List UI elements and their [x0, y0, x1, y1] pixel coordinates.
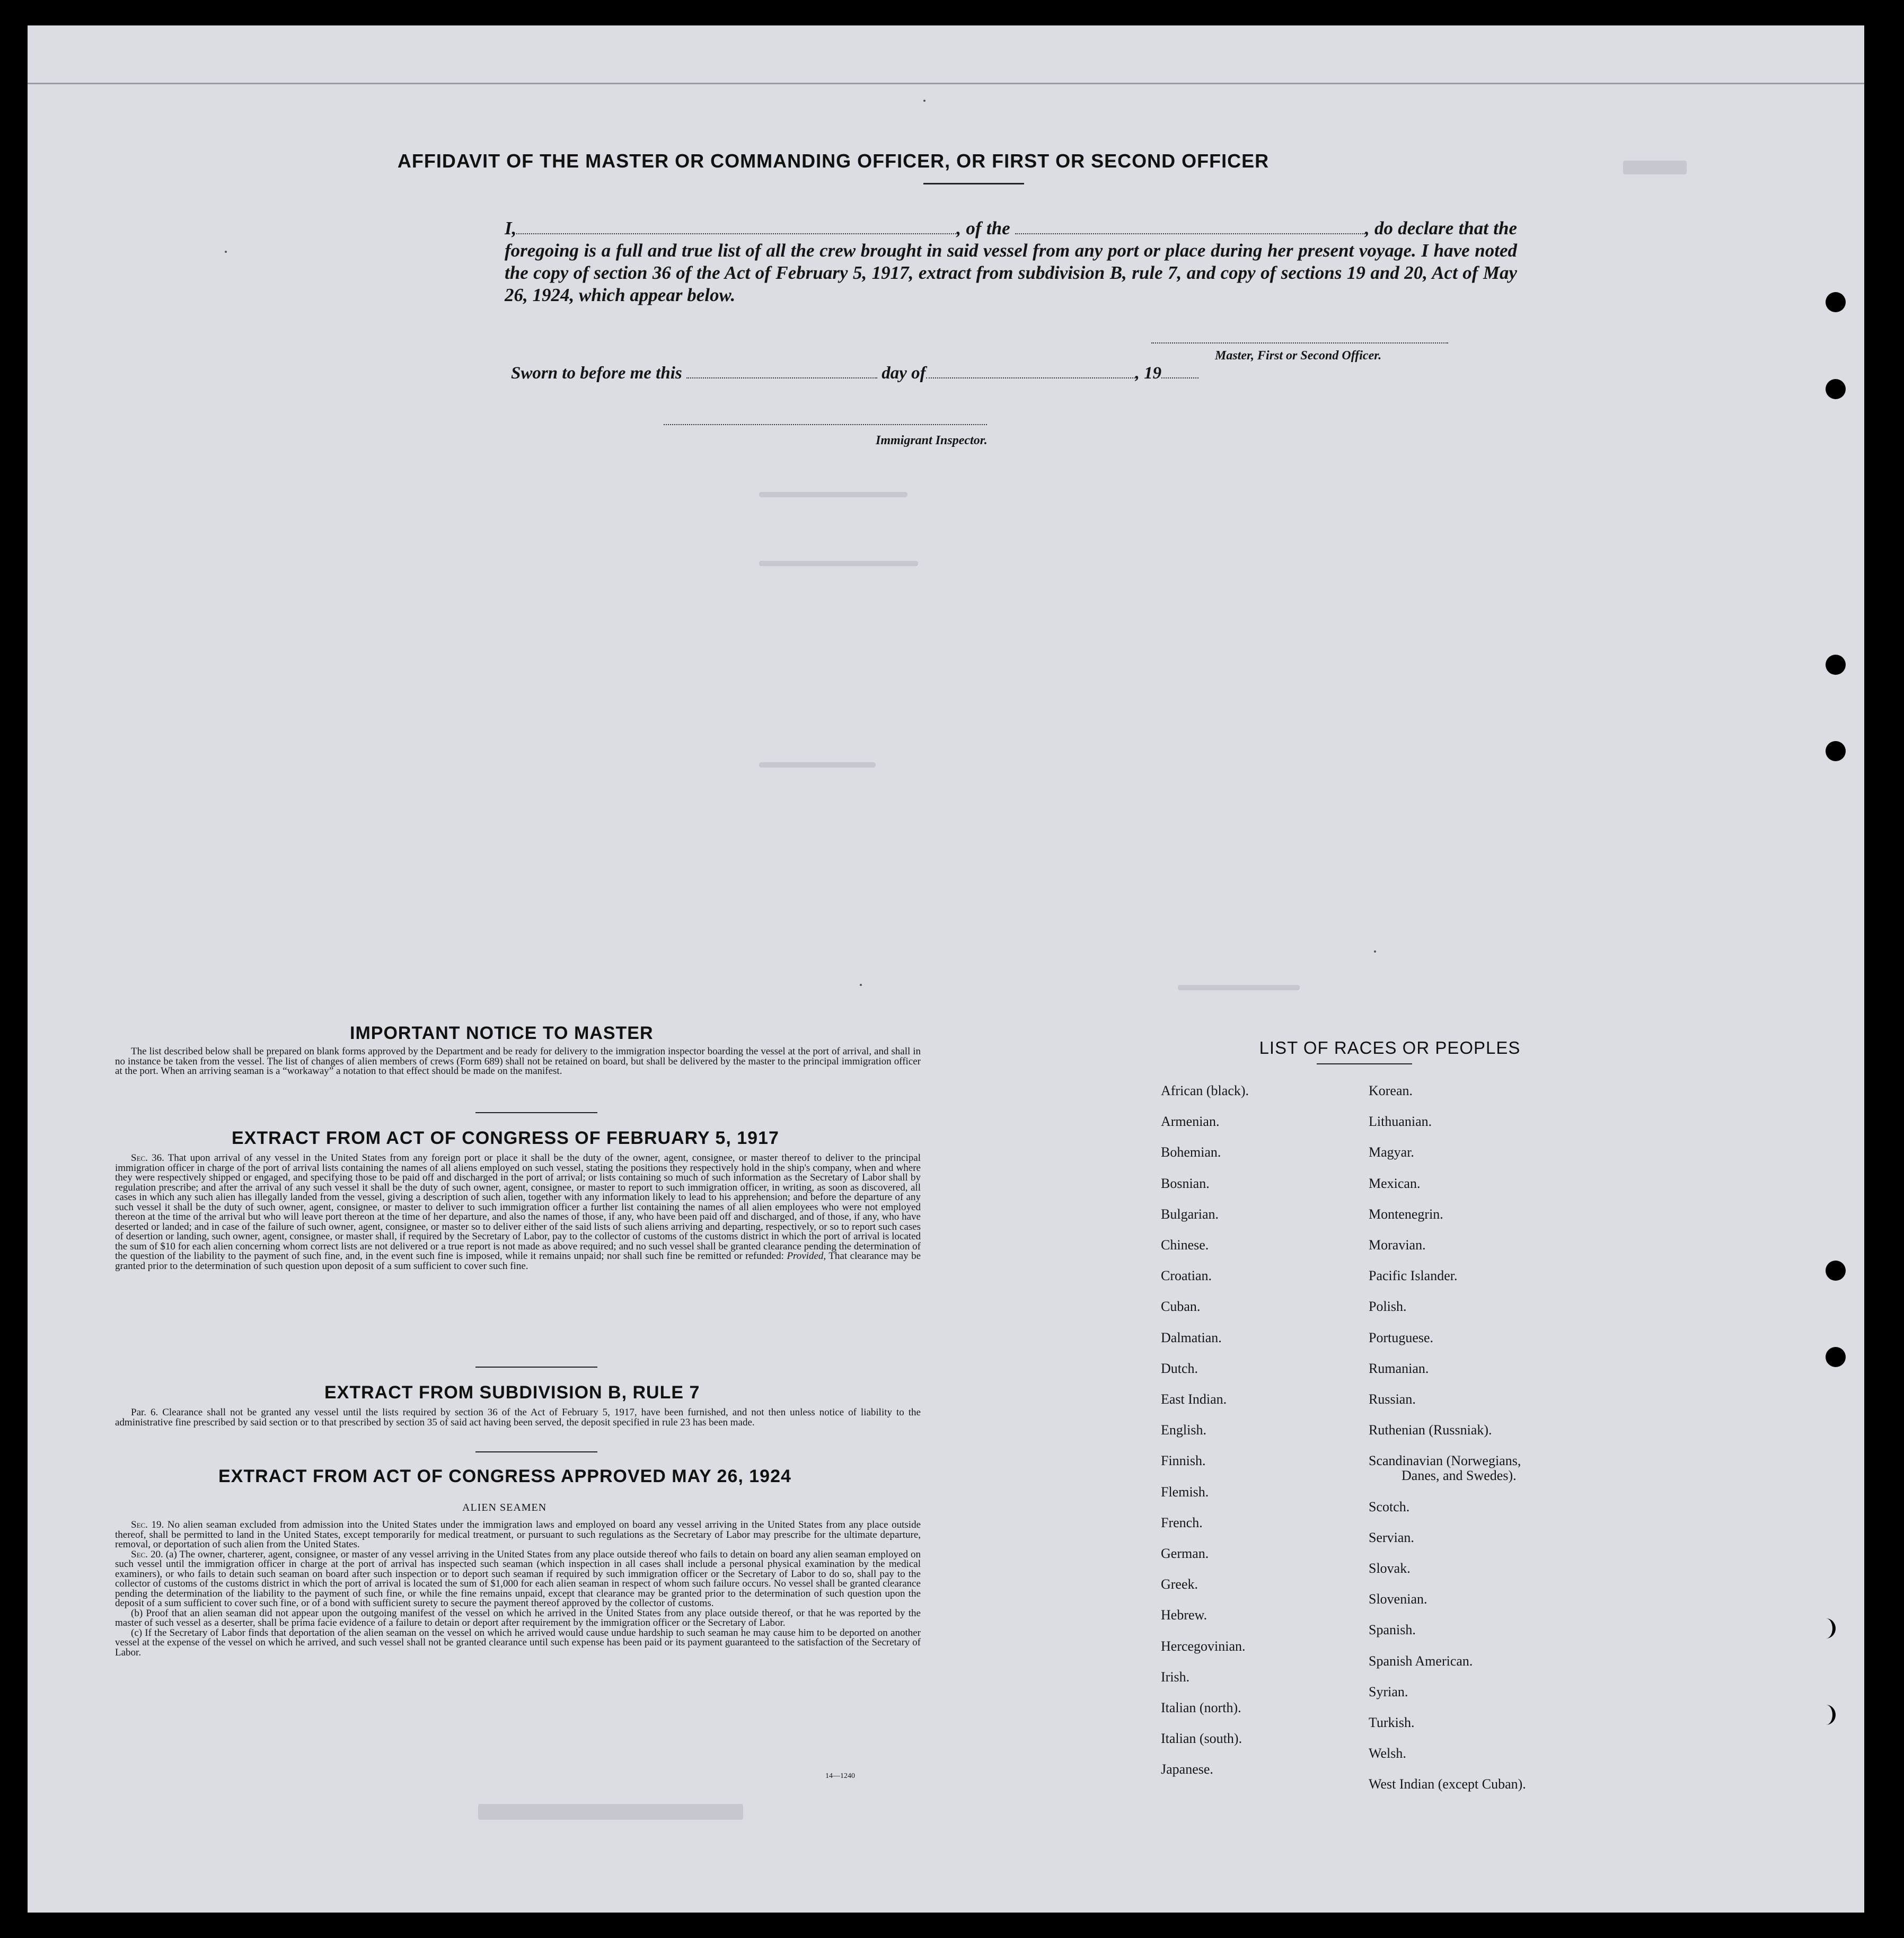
- section-divider: [475, 1367, 597, 1368]
- year-prefix: , 19: [1135, 364, 1162, 383]
- extract-rule7-text: [115, 1408, 921, 1428]
- race-item: West Indian (except Cuban).: [1369, 1776, 1526, 1792]
- race-item: Bohemian.: [1161, 1144, 1221, 1160]
- race-item: Mexican.: [1369, 1176, 1421, 1191]
- race-item: East Indian.: [1161, 1391, 1227, 1407]
- race-item: Slovak.: [1369, 1561, 1411, 1576]
- notice-paragraph: The list described below shall be prepared on blank forms approved by the Department and be ready for delivery to the immigration inspector boarding the vessel at the port of arrival, and shall in no instance be taken from the vessel. The list of changes of alien members of crews (Form 689) shall not be retained on board, but shall be delivered by the master to the principal immigration officer at the port. When an arriving seaman is a “workaway” a notation to that effect should be made on the manifest.: [115, 1046, 921, 1077]
- bleed-through-mark: [1178, 985, 1300, 990]
- sec20c-paragraph: (c) If the Secretary of Labor finds that deportation of the alien seaman on the vessel on which he arrived would cause undue hardship to such seaman he may cause him to be deported on another vessel at the expense of the vessel on which he arrived, and such vessel shall not be granted clearance until such expense has been paid or its payment guaranteed to the satisfaction of the Secretary of Labor.: [115, 1627, 921, 1658]
- bleed-through-mark: [759, 762, 876, 768]
- punch-hole: [1826, 292, 1846, 312]
- race-item: Bosnian.: [1161, 1176, 1210, 1191]
- punch-hole: [1826, 379, 1846, 399]
- race-item: Danes, and Swedes).: [1401, 1468, 1517, 1483]
- extract-1924-title: EXTRACT FROM ACT OF CONGRESS APPROVED MAY 26, 1924: [218, 1466, 791, 1486]
- page-top-edge: [28, 83, 1864, 84]
- notice-title: IMPORTANT NOTICE TO MASTER: [350, 1023, 654, 1043]
- punch-hole: [1826, 1261, 1846, 1281]
- affidavit-title-rule: [923, 183, 1024, 184]
- race-item: Italian (north).: [1161, 1700, 1241, 1715]
- extract-1917-text: [115, 1153, 921, 1271]
- race-item: German.: [1161, 1546, 1209, 1561]
- sec20-label: Sec. 20.: [131, 1548, 163, 1560]
- affidavit-i: I,: [505, 218, 517, 239]
- race-item: Japanese.: [1161, 1761, 1213, 1777]
- sec19-label: Sec. 19.: [131, 1519, 164, 1530]
- extract-1917-title: EXTRACT FROM ACT OF CONGRESS OF FEBRUARY 5, 1917: [232, 1128, 779, 1148]
- race-item: Irish.: [1161, 1669, 1190, 1685]
- race-item: Chinese.: [1161, 1237, 1209, 1253]
- race-item: English.: [1161, 1422, 1206, 1438]
- affidavit-declaration: [505, 217, 1517, 306]
- sworn-year-blank[interactable]: [1161, 364, 1198, 378]
- race-item: Greek.: [1161, 1576, 1198, 1592]
- inspector-label: Immigrant Inspector.: [876, 434, 988, 447]
- race-item: Croatian.: [1161, 1268, 1212, 1283]
- race-item: French.: [1161, 1515, 1203, 1530]
- torn-punch-hole: [1817, 1618, 1836, 1639]
- speck: [225, 251, 227, 253]
- notice-text: [115, 1047, 921, 1077]
- race-item: Montenegrin.: [1369, 1206, 1443, 1222]
- speck: [1374, 950, 1376, 953]
- race-item: Moravian.: [1369, 1237, 1426, 1253]
- race-item: Flemish.: [1161, 1484, 1209, 1500]
- race-item: Magyar.: [1369, 1144, 1414, 1160]
- race-item: Hebrew.: [1161, 1607, 1207, 1623]
- form-number: 14—1240: [825, 1772, 855, 1780]
- race-item: Hercegovinian.: [1161, 1639, 1246, 1654]
- section-divider: [475, 1451, 597, 1452]
- race-item: Finnish.: [1161, 1453, 1206, 1468]
- race-item: Rumanian.: [1369, 1361, 1429, 1376]
- speck: [860, 984, 862, 986]
- sec19-text: No alien seaman excluded from admission into the United States under the immigration laws and employed on board any vessel arriving in the United States from any place outside thereof, shall be permitted to land in the United States, except temporarily for medical treatment, or pursuant to such regulations as the Secretary of Labor may prescribe for the ultimate departure, removal, or deportation of such alien from the United States.: [115, 1519, 921, 1550]
- race-item: Scotch.: [1369, 1499, 1410, 1514]
- race-item: Korean.: [1369, 1083, 1413, 1098]
- affidavit-title: AFFIDAVIT OF THE MASTER OR COMMANDING OFFICER, OR FIRST OR SECOND OFFICER: [397, 150, 1270, 172]
- sec20a-paragraph: [115, 1550, 921, 1609]
- sec36-paragraph: [115, 1153, 921, 1271]
- affidavit-of-the: , of the: [956, 218, 1010, 239]
- race-item: Spanish.: [1369, 1622, 1416, 1637]
- race-item: Armenian.: [1161, 1114, 1220, 1129]
- extract-rule7-title: EXTRACT FROM SUBDIVISION B, RULE 7: [324, 1382, 700, 1403]
- document-page: [28, 25, 1864, 1913]
- race-item: Bulgarian.: [1161, 1206, 1219, 1222]
- extract-1924-text: [115, 1520, 921, 1658]
- torn-punch-hole: [1817, 1705, 1836, 1725]
- day-of-label: day of: [882, 364, 926, 383]
- bleed-through-mark: [478, 1804, 743, 1820]
- master-signature-label: Master, First or Second Officer.: [1215, 349, 1382, 363]
- sworn-line: [511, 364, 1198, 383]
- races-title: LIST OF RACES OR PEOPLES: [1259, 1038, 1521, 1058]
- bleed-through-mark: [759, 492, 907, 497]
- race-item: African (black).: [1161, 1083, 1249, 1098]
- master-signature-line[interactable]: [1151, 342, 1448, 343]
- alien-seamen-subtitle: ALIEN SEAMEN: [462, 1502, 547, 1513]
- races-title-rule: [1317, 1063, 1412, 1064]
- race-item: Cuban.: [1161, 1299, 1201, 1314]
- sec19-paragraph: [115, 1520, 921, 1550]
- rule7-paragraph: Par. 6. Clearance shall not be granted any vessel until the lists required by section 36 of the Act of February 5, 1917, have been furnished, and not then unless notice of liability to the administrative fine prescribed by said section or to that prescribed by section 35 of said act having been served, the deposit specified in rule 23 has been made.: [115, 1407, 921, 1428]
- race-item: Slovenian.: [1369, 1591, 1427, 1607]
- provided-word: Provided,: [787, 1250, 826, 1262]
- race-item: Syrian.: [1369, 1684, 1408, 1699]
- affidavit-do-declare: , do declare: [1364, 218, 1454, 239]
- race-item: Dalmatian.: [1161, 1330, 1222, 1345]
- race-item: Turkish.: [1369, 1715, 1415, 1730]
- sec20a-text: (a) The owner, charterer, agent, consignee, or master of any vessel arriving in the United States from any place outside thereof who fails to detain on board any alien seaman employed on such vessel until the immigration officer in charge at the port of arrival has inspected such seaman (which inspection in all cases shall include a personal physical examination by the medical examiners), or who fails to detain such seaman on board after such inspection or to deport such seaman if required by such immigration officer or the Secretary of Labor to do so, shall pay to the collector of customs of the customs district in which the port of arrival is located the sum of $1,000 for each alien seaman in respect of whom such failure occurs. No vessel shall be granted clearance pending the determination of the liability to the payment of such fine, or while the fine remains unpaid, except that clearance may be granted prior to the determination of such question upon the deposit of a sum sufficient to cover such fine, or of a bond with sufficient surety to secure the payment thereof approved by the collector of customs.: [115, 1548, 921, 1609]
- race-item: Dutch.: [1161, 1361, 1198, 1376]
- inspector-signature-line[interactable]: [664, 424, 987, 425]
- race-item: Spanish American.: [1369, 1653, 1473, 1669]
- sworn-month-blank[interactable]: [926, 364, 1135, 378]
- race-item: Welsh.: [1369, 1746, 1406, 1761]
- race-item: Servian.: [1369, 1530, 1414, 1545]
- speck: [923, 100, 925, 102]
- sworn-day-blank[interactable]: [686, 364, 877, 378]
- race-item: Scandinavian (Norwegians,: [1369, 1453, 1521, 1468]
- sec20b-paragraph: (b) Proof that an alien seaman did not appear upon the outgoing manifest of the vessel on which he arrived in the United States from any place outside thereof, or that he was reported by the master of such vessel as a deserter, shall be prima facie evidence of a failure to detain or deport after requirement by the immigration officer or the Secretary of Labor.: [115, 1607, 921, 1628]
- vessel-blank[interactable]: [1015, 219, 1365, 234]
- section-divider: [475, 1112, 597, 1113]
- punch-hole: [1826, 655, 1846, 675]
- race-item: Pacific Islander.: [1369, 1268, 1458, 1283]
- sec36-label: Sec. 36.: [131, 1152, 164, 1164]
- sworn-before-label: Sworn to before me this: [511, 364, 682, 383]
- race-item: Russian.: [1369, 1391, 1416, 1407]
- race-item: Italian (south).: [1161, 1731, 1242, 1746]
- race-item: Lithuanian.: [1369, 1114, 1432, 1129]
- race-item: Portuguese.: [1369, 1330, 1434, 1345]
- sec36-text: That upon arrival of any vessel in the United States from any foreign port or place it shall be the duty of the owner, agent, consignee, or master thereof to deliver to the principal immigration officer in charge of the port of arrival lists containing the names of all aliens employed on such vessel, stating the positions they respectively hold in the ship's company, when and where they were respectively shipped or engaged, and specifying those to be paid off and discharged in the port of arrival; or lists containing so much of such information as the Secretary of Labor shall by regulation prescribe; and after the arrival of any such vessel it shall be the duty of such owner, agent, consignee, or master to report to such immigration officer, in writing, as soon as discovered, all cases in which any such alien has illegally landed from the vessel, giving a description of such alien, together with any information likely to lead to his apprehension; and before the departure of any such vessel it shall be the duty of such owner, agent, consignee, or master to deliver to such immigration officer a further list containing the names of all alien employees who were not employed thereon at the time of the arrival but who will leave port thereon at the time of her departure, and also the names of those, if any, who have been paid off and discharged, and of those, if any, who have deserted or landed; and in case of the failure of such owner, agent, consignee, or master so to deliver either of the said lists of such aliens arriving and departing, respectively, or so to report such cases of desertion or landing, such owner, agent, consignee, or master shall, if required by the Secretary of Labor, pay to the collector of customs of the customs district in which the port of arrival is located the sum of $10 for each alien concerning whom correct lists are not delivered or a true report is not made as above required; and no such vessel shall be granted clearance pending the determination of the question of the liability to the payment of such fine, and, in the event such fine is imposed, while it remains unpaid; nor shall such fine be remitted or refunded:: [115, 1152, 921, 1262]
- punch-hole: [1826, 741, 1846, 761]
- affidavit-text: that the foregoing is a full and true list of all the crew brought in said vessel from any port or place during her present voyage. I have noted the copy of section 36 of the Act of February 5, 1917, extract from subdivision B, rule 7, and copy of sections 19 and 20, Act of May 26, 1924, which appear below.: [505, 218, 1518, 305]
- bleed-through-mark: [759, 561, 918, 566]
- race-item: Ruthenian (Russniak).: [1369, 1422, 1492, 1438]
- punch-hole: [1826, 1347, 1846, 1367]
- sec36-text-end: That clearance may be granted prior to the determination of such question upon deposit of a sum sufficient to cover such fine.: [115, 1250, 921, 1272]
- race-item: Polish.: [1369, 1299, 1407, 1314]
- name-blank[interactable]: [516, 219, 956, 234]
